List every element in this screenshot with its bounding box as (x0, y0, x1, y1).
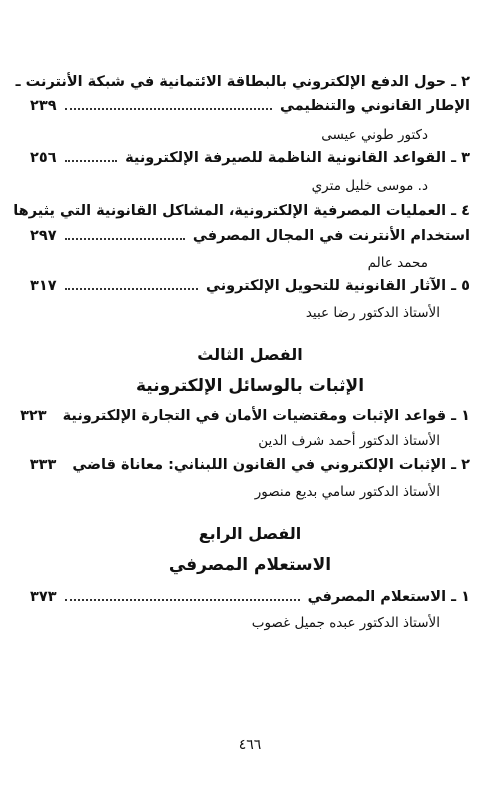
dot-leader (65, 107, 272, 110)
chapter-3-label: الفصل الثالث (197, 345, 303, 364)
toc-ch4-entry-1[interactable] (30, 585, 470, 609)
toc-ch3-entry-1-author: الأستاذ الدكتور أحمد شرف الدين (258, 433, 440, 449)
chapter-4-label: الفصل الرابع (198, 524, 302, 543)
toc-entry-5-author: الأستاذ الدكتور رضا عبيد (305, 305, 440, 321)
toc-entry-4[interactable] (30, 224, 470, 248)
toc-entry-2[interactable] (30, 94, 470, 118)
toc-ch4-entry-1-title: ١ ـ الاستعلام المصرفي (307, 589, 470, 605)
toc-entry-2-title: الإطار القانوني والتنظيمي (280, 98, 470, 114)
toc-entry-4-author: محمد عالم (367, 255, 428, 271)
toc-entry-2-line1: ٢ ـ حول الدفع الإلكتروني بالبطاقة الائتمانية في شبكة الأنترنت ـ (15, 74, 470, 90)
chapter-3-title: الإثبات بالوسائل الإلكترونية (135, 376, 365, 396)
toc-entry-2-author: دكتور طوني عيسى (321, 127, 428, 143)
toc-ch3-entry-2-title: ٢ ـ الإثبات الإلكتروني في القانون اللبناني: معاناة قاضي (72, 457, 470, 473)
toc-entry-3-page: ٢٥٦ (30, 150, 57, 166)
toc-ch4-entry-1-author: الأستاذ الدكتور عبده جميل غصوب (251, 615, 440, 631)
toc-entry-3-author: د. موسى خليل متري (311, 178, 428, 194)
toc-entry-3-title: ٣ ـ القواعد القانونية الناظمة للصيرفة الإلكترونية (125, 150, 470, 166)
toc-entry-5-title: ٥ ـ الآثار القانونية للتحويل الإلكتروني (206, 278, 470, 294)
dot-leader (65, 287, 198, 290)
toc-entry-4-line1: ٤ ـ العمليات المصرفية الإلكترونية، المشاكل القانونية التي يثيرها (13, 203, 470, 219)
toc-entry-5[interactable] (30, 274, 470, 298)
toc-ch3-entry-1-page: ٣٢٣ (20, 408, 47, 424)
toc-ch4-entry-1-page: ٣٧٣ (30, 589, 57, 605)
dot-leader (65, 237, 185, 240)
toc-entry-4-page: ٢٩٧ (30, 228, 57, 244)
toc-ch3-entry-1[interactable] (20, 404, 470, 428)
toc-ch3-entry-2[interactable] (30, 453, 470, 477)
toc-ch3-entry-2-author: الأستاذ الدكتور سامي بديع منصور (254, 484, 440, 500)
toc-entry-5-page: ٣١٧ (30, 278, 57, 294)
toc-ch3-entry-1-title: ١ ـ قواعد الإثبات ومقتضيات الأمان في التجارة الإلكترونية (62, 408, 470, 424)
toc-entry-3[interactable] (30, 146, 470, 170)
page-number: ٤٦٦ (238, 737, 262, 753)
toc-ch3-entry-2-page: ٣٣٣ (29, 457, 57, 473)
toc-entry-4-title: استخدام الأنترنت في المجال المصرفي (192, 228, 470, 244)
dot-leader (65, 159, 118, 162)
dot-leader (65, 598, 300, 601)
chapter-4-title: الاستعلام المصرفي (168, 555, 332, 575)
toc-entry-2-page: ٢٣٩ (30, 98, 57, 114)
